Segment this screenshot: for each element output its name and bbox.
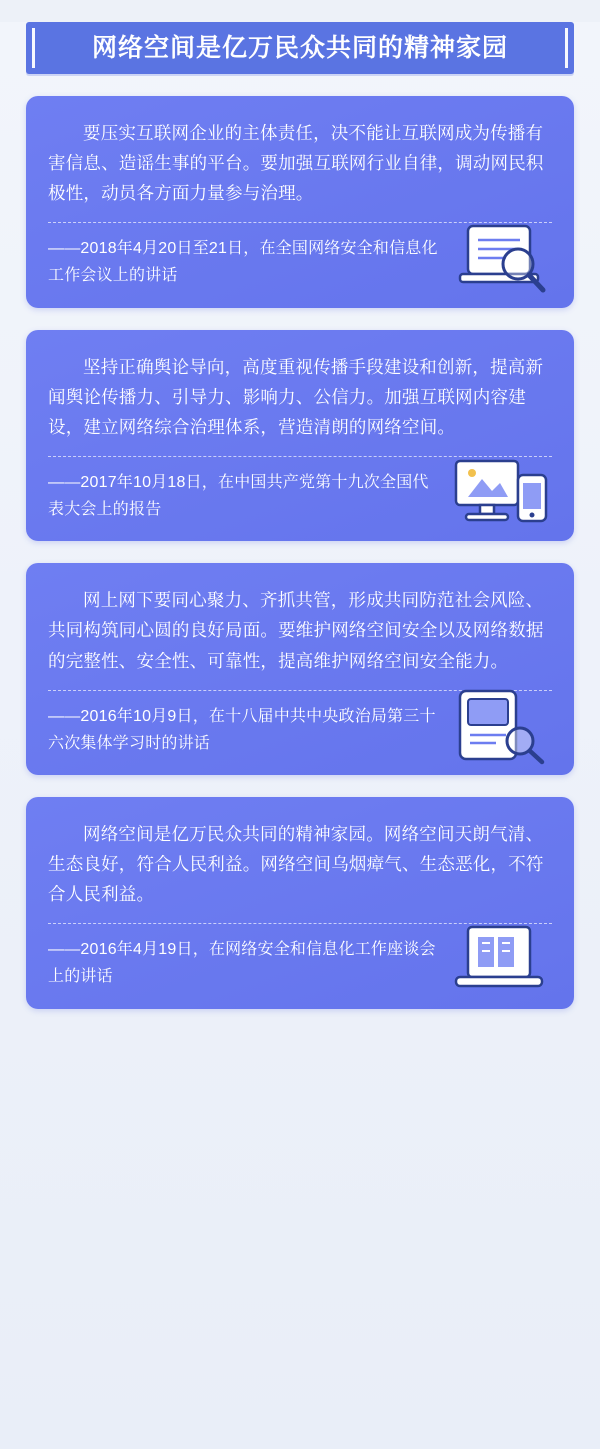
quote-text: 网络空间是亿万民众共同的精神家园。网络空间天朗气清、生态良好，符合人民利益。网络空间乌烟瘴气、生态恶化，不符合人民利益。 <box>48 823 544 905</box>
quote-text: 坚持正确舆论导向，高度重视传播手段建设和创新，提高新闻舆论传播力、引导力、影响力、公信力。加强互联网内容建设，建立网络综合治理体系，营造清朗的网络空间。 <box>48 356 544 437</box>
quote-text: 网上网下要同心聚力、齐抓共管，形成共同防范社会风险、共同构筑同心圆的良好局面。要维护网络空间安全以及网络数据的完整性、安全性、可靠性，提高维护网络空间安全能力。 <box>48 590 544 671</box>
quote-card <box>26 563 574 775</box>
page-title: 网络空间是亿万民众共同的精神家园 <box>91 34 508 62</box>
quote-source: ——2016年10月9日，在十八届中共中央政治局第三十六次集体学习时的讲话 <box>48 707 436 752</box>
quote-text: 要压实互联网企业的主体责任，决不能让互联网成为传播有害信息、造谣生事的平台。要加强互联网行业自律，调动网民积极性，动员各方面力量参与治理。 <box>48 123 544 204</box>
laptop-book-icon <box>446 921 556 1001</box>
quote-source: ——2016年4月19日，在网络安全和信息化工作座谈会上的讲话 <box>48 941 436 986</box>
page-header <box>26 22 574 74</box>
monitor-phone-icon <box>446 453 556 533</box>
quote-card <box>26 330 574 542</box>
quote-card <box>26 797 574 1009</box>
computer-search-icon <box>446 687 556 767</box>
quote-source: ——2018年4月20日至21日，在全国网络安全和信息化工作会议上的讲话 <box>48 240 438 285</box>
document-magnifier-icon <box>446 220 556 300</box>
quote-card <box>26 96 574 308</box>
quote-source: ——2017年10月18日，在中国共产党第十九次全国代表大会上的报告 <box>48 473 429 519</box>
poster-page <box>0 22 600 1449</box>
quote-card-list <box>26 96 574 1009</box>
